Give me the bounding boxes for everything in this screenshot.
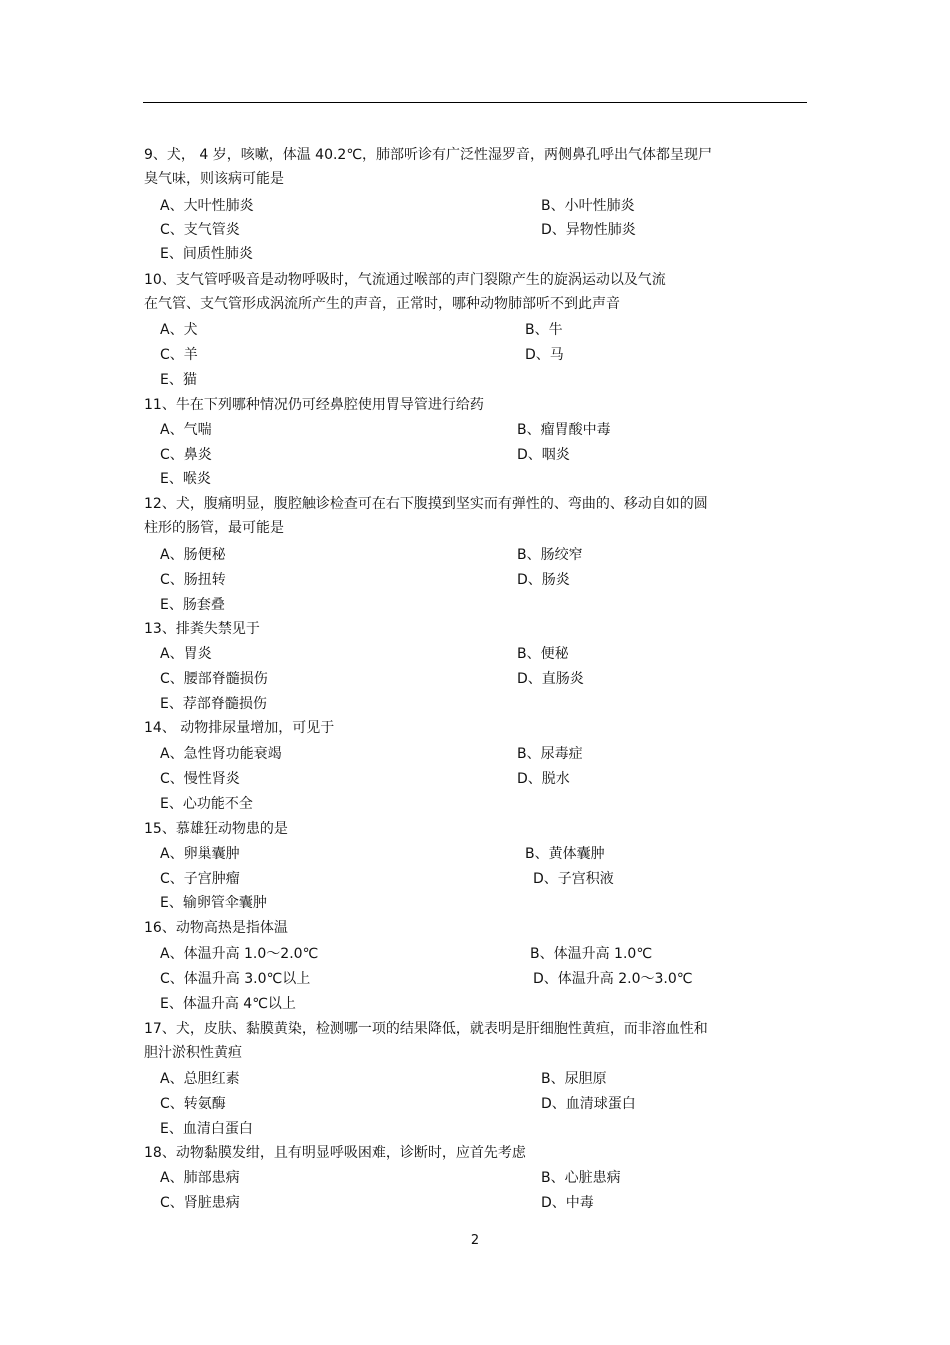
- question-12-option-c: C、肠扭转: [160, 572, 226, 588]
- question-11-option-e: E、喉炎: [160, 471, 211, 487]
- question-12-stem-line-2: 柱形的肠管，最可能是: [144, 520, 284, 536]
- question-12-option-e: E、肠套叠: [160, 597, 225, 613]
- question-17-option-e: E、血清白蛋白: [160, 1121, 253, 1137]
- question-18-option-d: D、中毒: [541, 1195, 594, 1211]
- question-10-option-b: B、牛: [525, 322, 563, 338]
- question-13-option-c: C、腰部脊髓损伤: [160, 671, 268, 687]
- question-13-option-b: B、便秘: [517, 646, 569, 662]
- question-11-option-b: B、瘤胃酸中毒: [517, 422, 611, 438]
- question-17-stem-line-1: 17、犬，皮肤、黏膜黄染，检测哪一项的结果降低，就表明是肝细胞性黄疸，而非溶血性和: [144, 1021, 708, 1037]
- question-17-option-d: D、血清球蛋白: [541, 1096, 636, 1112]
- question-10-option-d: D、马: [525, 347, 564, 363]
- question-10-stem-line-2: 在气管、支气管形成涡流所产生的声音，正常时，哪种动物肺部听不到此声音: [144, 296, 620, 312]
- question-10-option-e: E、猫: [160, 372, 197, 388]
- question-15-option-b: B、黄体囊肿: [525, 846, 605, 862]
- question-13-option-d: D、直肠炎: [517, 671, 584, 687]
- question-11-stem: 11、牛在下列哪种情况仍可经鼻腔使用胃导管进行给药: [144, 397, 484, 413]
- question-18-stem: 18、动物黏膜发绀，且有明显呼吸困难，诊断时，应首先考虑: [144, 1145, 526, 1161]
- question-11-option-a: A、气喘: [160, 422, 212, 438]
- question-14-option-c: C、慢性肾炎: [160, 771, 240, 787]
- question-16-option-d: D、体温升高 2.0～3.0℃: [533, 971, 693, 987]
- question-17-option-c: C、转氨酶: [160, 1096, 226, 1112]
- question-9-option-d: D、异物性肺炎: [541, 222, 636, 238]
- question-16-option-c: C、体温升高 3.0℃以上: [160, 971, 311, 987]
- question-17-option-b: B、尿胆原: [541, 1071, 607, 1087]
- question-14-stem: 14、 动物排尿量增加，可见于: [144, 720, 335, 736]
- question-18-option-c: C、肾脏患病: [160, 1195, 240, 1211]
- question-13-option-a: A、胃炎: [160, 646, 212, 662]
- question-10-stem-line-1: 10、支气管呼吸音是动物呼吸时，气流通过喉部的声门裂隙产生的旋涡运动以及气流: [144, 272, 666, 288]
- question-10-option-a: A、犬: [160, 322, 198, 338]
- question-9-option-c: C、支气管炎: [160, 222, 240, 238]
- question-9-option-a: A、大叶性肺炎: [160, 198, 254, 214]
- question-15-option-c: C、子宫肿瘤: [160, 871, 240, 887]
- question-14-option-a: A、急性肾功能衰竭: [160, 746, 282, 762]
- question-13-stem: 13、排粪失禁见于: [144, 621, 260, 637]
- question-16-stem: 16、动物高热是指体温: [144, 920, 288, 936]
- question-14-option-d: D、脱水: [517, 771, 570, 787]
- question-17-stem-line-2: 胆汁淤积性黄疸: [144, 1045, 242, 1061]
- question-12-option-b: B、肠绞窄: [517, 547, 583, 563]
- question-11-option-c: C、鼻炎: [160, 447, 212, 463]
- question-14-option-b: B、尿毒症: [517, 746, 583, 762]
- question-15-option-e: E、输卵管伞囊肿: [160, 895, 267, 911]
- question-14-option-e: E、心功能不全: [160, 796, 253, 812]
- question-18-option-b: B、心脏患病: [541, 1170, 621, 1186]
- question-15-option-a: A、卵巢囊肿: [160, 846, 240, 862]
- question-15-stem: 15、慕雄狂动物患的是: [144, 821, 288, 837]
- question-9-option-e: E、间质性肺炎: [160, 246, 253, 262]
- question-11-option-d: D、咽炎: [517, 447, 570, 463]
- question-9-stem-line-1: 9、犬， 4 岁，咳嗽，体温 40.2℃，肺部听诊有广泛性湿罗音，两侧鼻孔呼出气体都呈现尸: [144, 147, 713, 163]
- question-16-option-e: E、体温升高 4℃以上: [160, 996, 296, 1012]
- question-9-stem-line-2: 臭气味，则该病可能是: [144, 171, 284, 187]
- question-10-option-c: C、羊: [160, 347, 198, 363]
- question-12-option-d: D、肠炎: [517, 572, 570, 588]
- question-17-option-a: A、总胆红素: [160, 1071, 240, 1087]
- question-12-option-a: A、肠便秘: [160, 547, 226, 563]
- question-9-option-b: B、小叶性肺炎: [541, 198, 635, 214]
- question-16-option-a: A、体温升高 1.0～2.0℃: [160, 946, 319, 962]
- question-13-option-e: E、荐部脊髓损伤: [160, 696, 267, 712]
- question-12-stem-line-1: 12、犬，腹痛明显，腹腔触诊检查可在右下腹摸到坚实而有弹性的、弯曲的、移动自如的圆: [144, 496, 708, 512]
- question-15-option-d: D、子宫积液: [533, 871, 614, 887]
- question-18-option-a: A、肺部患病: [160, 1170, 240, 1186]
- page-number: 2: [470, 1233, 480, 1248]
- question-16-option-b: B、体温升高 1.0℃: [530, 946, 653, 962]
